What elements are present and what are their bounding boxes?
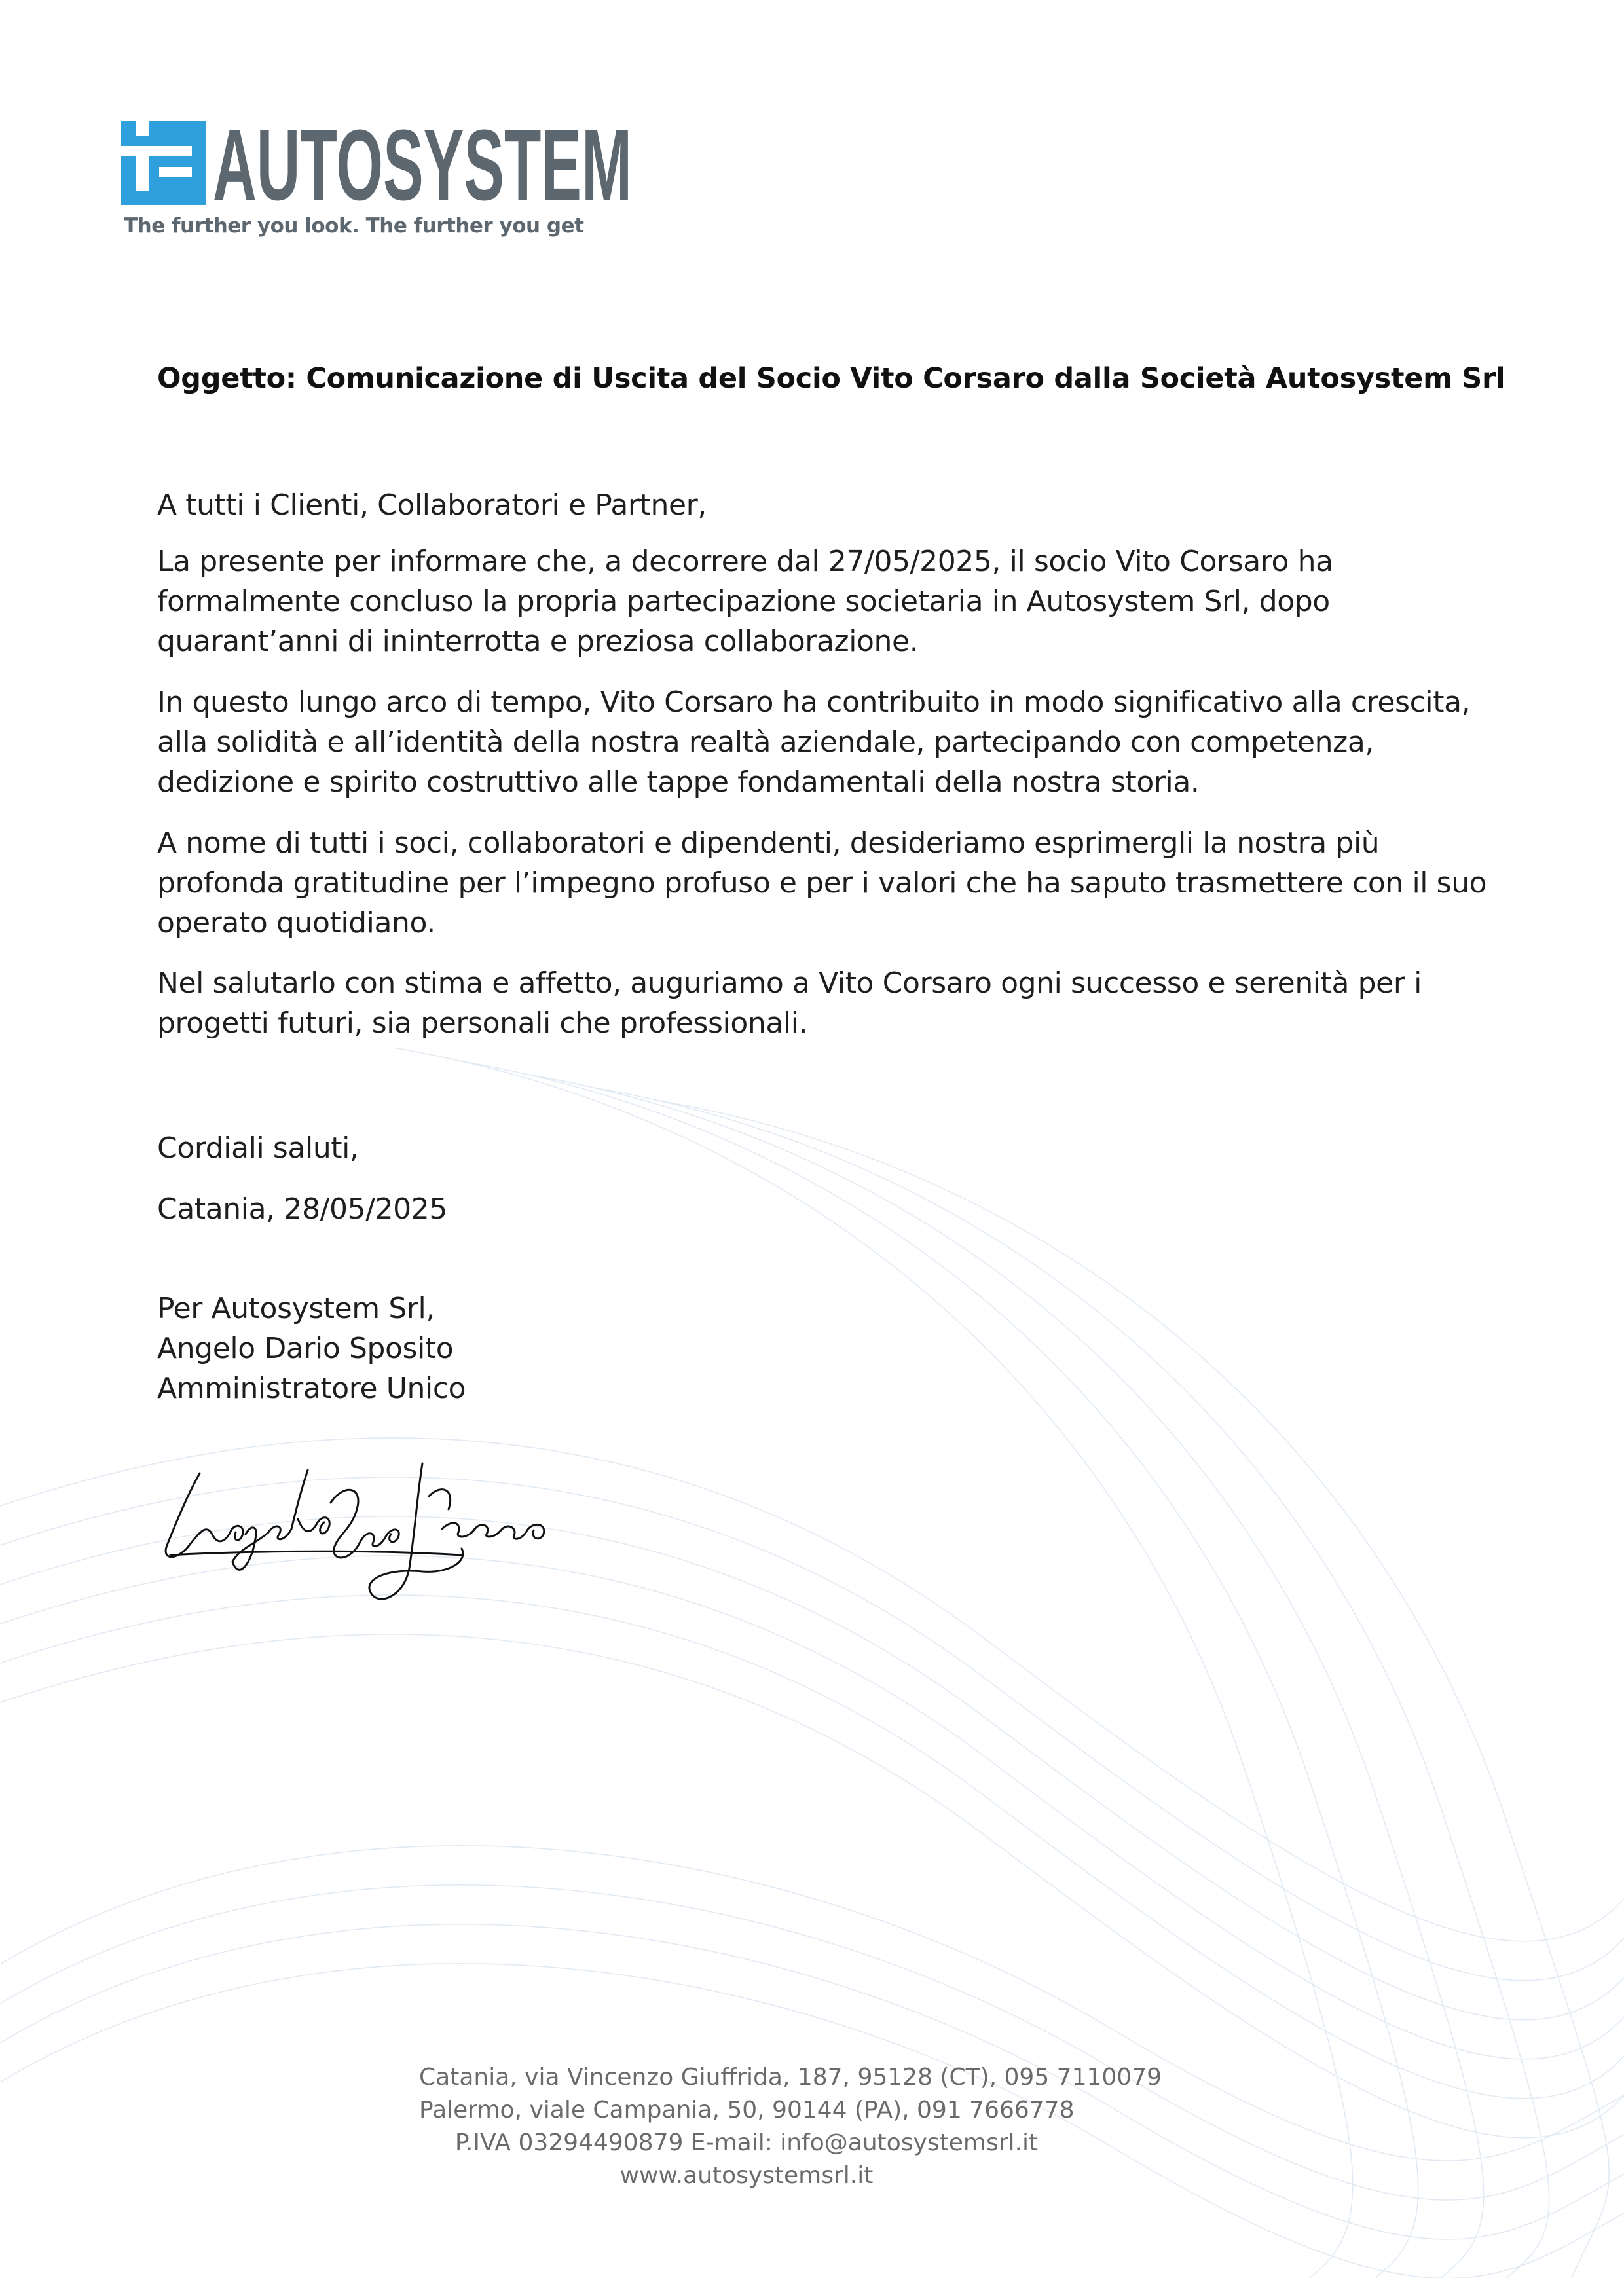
letter-subject: Oggetto: Comunicazione di Uscita del Socio Vito Corsaro dalla Società Autosystem Srl [157, 362, 1505, 395]
footer-website-link[interactable]: www.autosystemsrl.it [619, 2162, 874, 2189]
letter-paragraph: In questo lungo arco di tempo, Vito Corsaro ha contribuito in modo significativo alla crescita, alla solidità e all’identità della nostra realtà aziendale, partecipando con competenza, dedizione e spirito costruttivo alle tappe fondamentali della nostra storia. [157, 686, 1471, 799]
letter-paragraph: A nome di tutti i soci, collaboratori e dipendenti, desideriamo esprimergli la nostra più profonda gratitudine per l’impegno profuso e per i valori che ha saputo trasmettere con il suo operato quotidiano. [157, 826, 1487, 940]
handwritten-signature [160, 1457, 566, 1614]
letter-closing: Cordiali saluti, [157, 1131, 359, 1165]
letter-salutation: A tutti i Clienti, Collaboratori e Partner, [157, 488, 707, 522]
letter-footer [419, 2061, 1162, 2192]
signoff-role: Amministratore Unico [157, 1372, 466, 1405]
logo-tagline: The further you look. The further you get [124, 214, 584, 238]
letter-paragraph: Nel salutarlo con stima e affetto, auguriamo a Vito Corsaro ogni successo e serenità per i progetti futuri, sia personali che professionali. [157, 966, 1422, 1040]
letter-place-date: Catania, 28/05/2025 [157, 1192, 447, 1226]
signoff-company: Per Autosystem Srl, [157, 1292, 435, 1325]
autosystem-logo-icon [121, 121, 206, 205]
logo-wordmark: AUTOSYSTEM [213, 109, 633, 221]
letter-paragraph: La presente per informare che, a decorrere dal 27/05/2025, il socio Vito Corsaro ha formalmente concluso la propria partecipazione societaria in Autosystem Srl, dopo quarant’anni di ininterrotta e preziosa collaborazione. [157, 545, 1333, 658]
signoff-name: Angelo Dario Sposito [157, 1332, 454, 1365]
footer-vat-email: P.IVA 03294490879 E-mail: info@autosystemsrl.it [454, 2129, 1039, 2156]
footer-address-catania: Catania, via Vincenzo Giuffrida, 187, 95128 (CT), 095 7110079 [419, 2064, 1162, 2091]
company-logo [121, 109, 633, 246]
footer-address-palermo: Palermo, viale Campania, 50, 90144 (PA), 091 7666778 [419, 2097, 1075, 2123]
